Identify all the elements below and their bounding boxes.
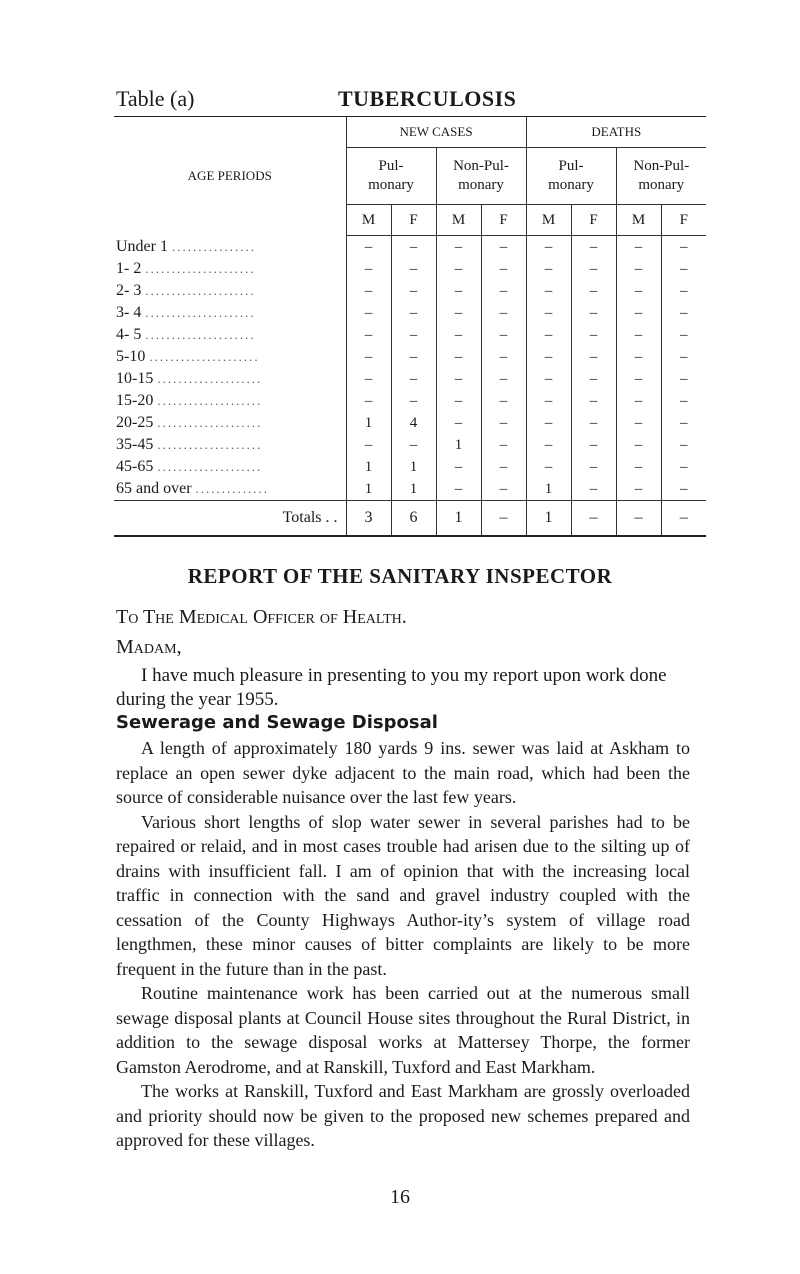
table-cell: – (661, 324, 706, 346)
age-period: 4- 5 (116, 326, 142, 343)
table-cell: – (616, 456, 661, 478)
table-row (114, 456, 706, 478)
table-cell: – (661, 478, 706, 501)
table-cell: – (616, 412, 661, 434)
age-period: 65 and over (116, 480, 192, 497)
age-period-label (114, 280, 346, 302)
table-cell: – (661, 280, 706, 302)
table-cell: – (346, 280, 391, 302)
totals-row (114, 501, 706, 537)
section-heading: Sewerage and Sewage Disposal (116, 712, 438, 733)
table-cell: – (571, 302, 616, 324)
table-cell: – (346, 346, 391, 368)
deaths-header: DEATHS (526, 117, 706, 148)
age-period-label (114, 434, 346, 456)
table-cell: 1 (526, 478, 571, 501)
table-row (114, 368, 706, 390)
age-period: 20-25 (116, 414, 154, 431)
table-cell: – (571, 434, 616, 456)
table-cell: – (661, 302, 706, 324)
table-cell: – (436, 324, 481, 346)
table-cell: – (616, 324, 661, 346)
leader-dots: .................... (157, 415, 263, 430)
new-pulmonary-header (346, 148, 436, 205)
table-cell: – (526, 258, 571, 280)
age-period: 3- 4 (116, 304, 142, 321)
nonpul-line1: Non-Pul- (453, 158, 509, 174)
table-cell: – (616, 368, 661, 390)
tuberculosis-table (114, 116, 706, 537)
table-row (114, 302, 706, 324)
age-period-label (114, 236, 346, 259)
table-row (114, 346, 706, 368)
sex-header-f: F (481, 205, 526, 236)
table-cell: – (436, 258, 481, 280)
table-cell: – (616, 346, 661, 368)
leader-dots: ..................... (149, 349, 260, 364)
leader-dots: ................ (171, 238, 256, 254)
table-cell: – (616, 258, 661, 280)
table-cell: 1 (391, 478, 436, 501)
table-label: Table (a) (116, 86, 195, 111)
sex-header-f: F (571, 205, 616, 236)
leader-dots: .................... (157, 371, 263, 386)
paragraph: Various short lengths of slop water sewer in several parishes had to be repaired or relaid, and in most cases trouble had arisen due to the silting up of drains with insufficient fall. I am of opinion that with the increasing local traffic in connection with the sand and gravel industry coupled with the cessation of the County Highways Author-ity’s system of village road lengthmen, these minor causes of bitter complaints are likely to be more frequent in the future than in the past. (116, 811, 690, 979)
table-cell: – (661, 258, 706, 280)
table-cell: – (481, 456, 526, 478)
table-title-line (116, 86, 700, 116)
sex-header-m: M (616, 205, 661, 236)
page-number: 16 (390, 1186, 410, 1208)
sex-header-m: M (346, 205, 391, 236)
table-cell: – (526, 434, 571, 456)
table-cell: – (436, 368, 481, 390)
table-cell: – (526, 368, 571, 390)
table-cell: – (481, 346, 526, 368)
age-period-label (114, 258, 346, 280)
table-cell: – (481, 258, 526, 280)
table-cell: – (481, 280, 526, 302)
totals-cell: 3 (346, 501, 391, 537)
table-cell: – (616, 236, 661, 259)
leader-dots: ..................... (145, 261, 256, 276)
table-cell: – (481, 434, 526, 456)
table-title: TUBERCULOSIS (338, 86, 517, 111)
table-cell: – (571, 368, 616, 390)
table-cell: – (526, 324, 571, 346)
table-cell: – (661, 390, 706, 412)
table-row (114, 280, 706, 302)
table-cell: – (391, 324, 436, 346)
age-period-label (114, 390, 346, 412)
table-cell: – (436, 390, 481, 412)
table-cell: – (616, 434, 661, 456)
table-row (114, 258, 706, 280)
nonpul-line2: monary (458, 177, 504, 193)
table-cell: – (661, 412, 706, 434)
age-period-label (114, 456, 346, 478)
table-cell: – (436, 412, 481, 434)
nonpul-line2: monary (638, 177, 685, 193)
table-cell: – (661, 456, 706, 478)
table-cell: – (571, 456, 616, 478)
table-cell: – (436, 236, 481, 259)
totals-cell: – (616, 501, 661, 537)
table-cell: – (391, 236, 436, 259)
table-cell: – (571, 324, 616, 346)
table-cell: – (616, 390, 661, 412)
table-cell: – (391, 368, 436, 390)
age-period: 5-10 (116, 348, 146, 365)
table-cell: – (346, 390, 391, 412)
table-cell: – (616, 280, 661, 302)
table-cell: – (571, 390, 616, 412)
pul-line1: Pul- (378, 158, 404, 174)
new-non-pulmonary-header (436, 148, 526, 205)
table-cell: – (526, 412, 571, 434)
salutation: Madam, (116, 636, 182, 658)
table-cell: – (661, 346, 706, 368)
leader-dots: ..................... (145, 327, 256, 342)
leader-dots: .................... (157, 393, 263, 408)
totals-cell: – (481, 501, 526, 537)
totals-cell: – (661, 501, 706, 537)
addressee-line: To The Medical Officer of Health. (116, 606, 407, 628)
sex-header-m: M (526, 205, 571, 236)
table-row (114, 324, 706, 346)
report-heading: REPORT OF THE SANITARY INSPECTOR (187, 564, 613, 588)
paragraph: Routine maintenance work has been carried out at the numerous small sewage disposal plants at Council House sites throughout the Rural District, in addition to the sewage disposal works at Mattersey Thorpe, the former Gamston Aerodrome, and at Ranskill, Tuxford and East Markham. (116, 983, 690, 1077)
table-cell: – (526, 346, 571, 368)
table-cell: – (571, 236, 616, 259)
paragraph: A length of approximately 180 yards 9 ins. sewer was laid at Askham to replace an open sewer dyke adjacent to the main road, which had been the source of considerable nuisance over the last few years. (116, 738, 690, 807)
table-cell: – (616, 478, 661, 501)
sex-header-m: M (436, 205, 481, 236)
leader-dots: .............. (195, 481, 270, 496)
table-cell: – (481, 390, 526, 412)
table-cell: – (346, 302, 391, 324)
totals-cell: 1 (526, 501, 571, 537)
table-cell: – (526, 236, 571, 259)
table-cell: – (436, 478, 481, 501)
table-row (114, 236, 706, 259)
table-cell: – (436, 456, 481, 478)
table-cell: – (346, 368, 391, 390)
table-cell: 1 (346, 478, 391, 501)
age-period-label (114, 346, 346, 368)
table-cell: – (391, 258, 436, 280)
new-cases-header: NEW CASES (346, 117, 526, 148)
age-period-label (114, 368, 346, 390)
table-cell: – (481, 478, 526, 501)
age-period: 15-20 (116, 392, 154, 409)
table-cell: – (526, 280, 571, 302)
table-row (114, 434, 706, 456)
age-period: 10-15 (116, 370, 154, 387)
table-cell: 4 (391, 412, 436, 434)
table-cell: 1 (391, 456, 436, 478)
table-cell: – (391, 302, 436, 324)
table-cell: – (346, 258, 391, 280)
deaths-pulmonary-header (526, 148, 616, 205)
age-period: 1- 2 (116, 260, 142, 277)
sex-header-f: F (661, 205, 706, 236)
table-cell: – (526, 390, 571, 412)
age-period-label (114, 324, 346, 346)
pul-line1: Pul- (558, 158, 584, 174)
table-row (114, 390, 706, 412)
table-cell: – (346, 324, 391, 346)
table-row (114, 412, 706, 434)
body-text (116, 736, 690, 1153)
table-cell: – (391, 434, 436, 456)
age-periods-header: AGE PERIODS (114, 117, 346, 236)
table-cell: – (661, 368, 706, 390)
leader-dots: .................... (157, 459, 263, 474)
age-period: 35-45 (116, 436, 154, 453)
age-period-label (114, 478, 346, 501)
table-cell: – (346, 434, 391, 456)
pul-line2: monary (368, 177, 414, 193)
table-cell: 1 (346, 456, 391, 478)
totals-cell: 6 (391, 501, 436, 537)
table-row (114, 478, 706, 501)
table-cell: – (436, 280, 481, 302)
age-period-label (114, 412, 346, 434)
paragraph: The works at Ranskill, Tuxford and East Markham are grossly overloaded and priority should now be given to the proposed new schemes prepared and approved for these villages. (116, 1081, 690, 1150)
table-cell: – (391, 280, 436, 302)
table-cell: – (481, 412, 526, 434)
table-cell: – (526, 456, 571, 478)
table-cell: – (481, 302, 526, 324)
nonpul-line1: Non-Pul- (633, 158, 690, 174)
sex-header-f: F (391, 205, 436, 236)
age-period-label (114, 302, 346, 324)
leader-dots: ..................... (145, 283, 256, 298)
table-cell: – (436, 346, 481, 368)
age-period: 45-65 (116, 458, 154, 475)
table-cell: – (571, 280, 616, 302)
table-cell: – (571, 346, 616, 368)
pul-line2: monary (548, 177, 594, 193)
deaths-non-pulmonary-header (616, 148, 706, 205)
age-period: 2- 3 (116, 282, 142, 299)
table-cell: – (571, 258, 616, 280)
table-cell: – (391, 390, 436, 412)
table-cell: – (481, 236, 526, 259)
table-cell: – (661, 434, 706, 456)
table-cell: – (661, 236, 706, 259)
table-cell: – (481, 368, 526, 390)
intro-paragraph: I have much pleasure in presenting to you my report upon work done during the year 1955. (116, 665, 667, 710)
table-cell: 1 (436, 434, 481, 456)
totals-label: Totals . . (114, 501, 346, 537)
table-cell: – (346, 236, 391, 259)
leader-dots: ..................... (145, 305, 256, 320)
table-cell: – (436, 302, 481, 324)
table-cell: – (481, 324, 526, 346)
table-cell: – (526, 302, 571, 324)
table-cell: 1 (346, 412, 391, 434)
totals-cell: 1 (436, 501, 481, 537)
leader-dots: .................... (157, 437, 263, 452)
table-cell: – (571, 478, 616, 501)
table-cell: – (616, 302, 661, 324)
table-cell: – (571, 412, 616, 434)
totals-cell: – (571, 501, 616, 537)
age-period: Under 1 (116, 237, 168, 255)
table-cell: – (391, 346, 436, 368)
